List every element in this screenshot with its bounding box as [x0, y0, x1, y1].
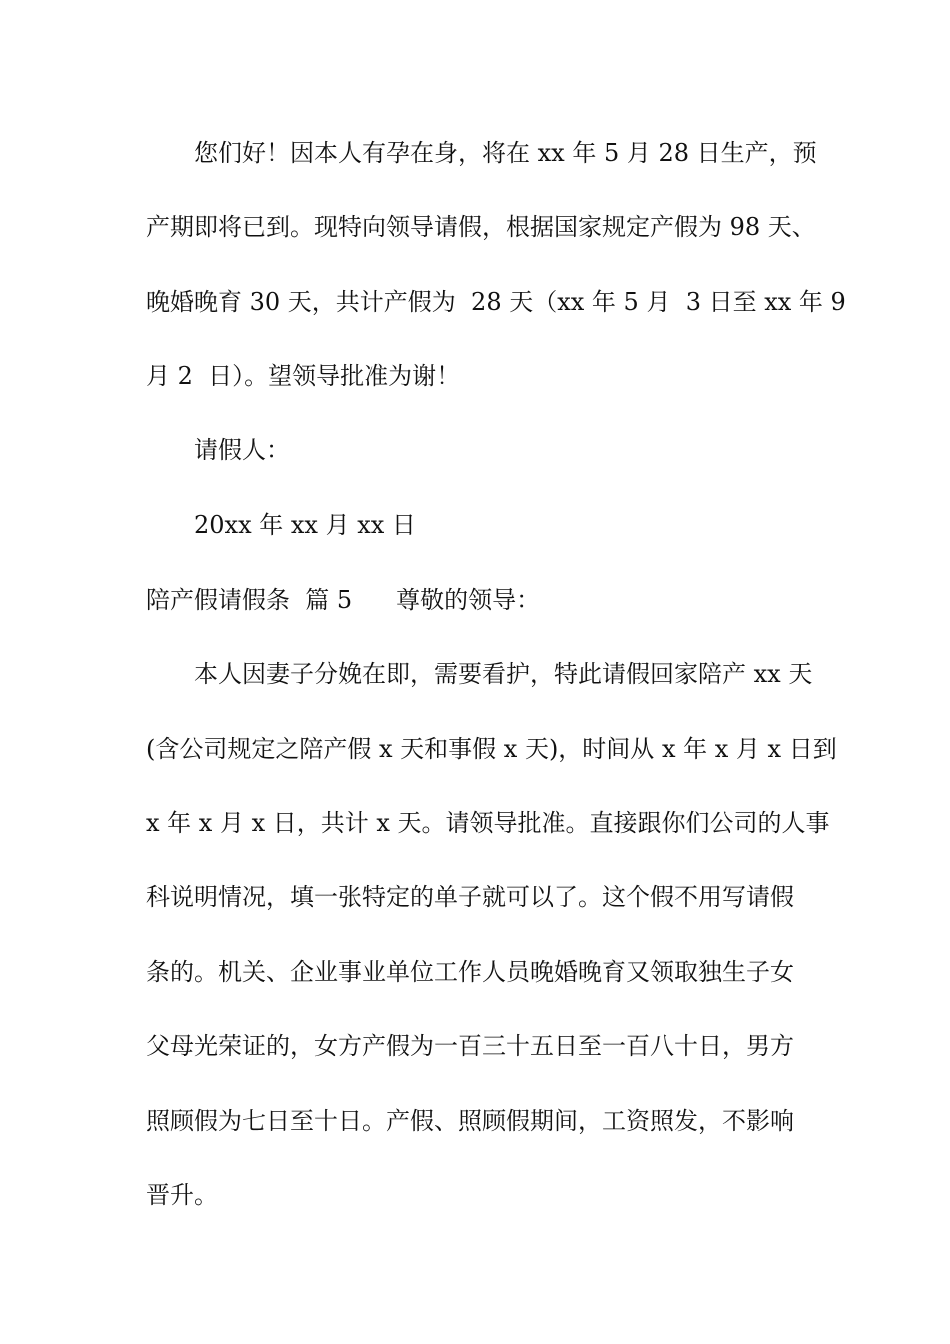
paragraph-line: 本人因妻子分娩在即，需要看护，特此请假回家陪产 xx 天: [194, 660, 813, 688]
paragraph-line: 科说明情况，填一张特定的单子就可以了。这个假不用写请假: [146, 883, 794, 911]
section-heading-line: [146, 583, 826, 617]
paragraph-line: 父母光荣证的，女方产假为一百三十五日至一百八十日，男方: [146, 1032, 794, 1060]
paragraph-line: 您们好！因本人有孕在身，将在 xx 年 5 月 28 日生产，预: [194, 139, 817, 167]
section-heading: 陪产假请假条 篇 5: [146, 586, 353, 614]
applicant-label: 请假人：: [194, 436, 290, 464]
paragraph-line: 晋升。: [146, 1181, 218, 1209]
paragraph-line: 照顾假为七日至十日。产假、照顾假期间，工资照发，不影响: [146, 1107, 794, 1135]
salutation: 尊敬的领导：: [396, 586, 541, 614]
paragraph-line: 晚婚晚育 30 天，共计产假为 28 天（xx 年 5 月 3 日至 xx 年 9: [146, 288, 846, 316]
signature-date: 20xx 年 xx 月 xx 日: [194, 511, 416, 539]
paragraph-line: 条的。机关、企业事业单位工作人员晚婚晚育又领取独生子女: [146, 958, 794, 986]
paragraph-line: (含公司规定之陪产假 x 天和事假 x 天)，时间从 x 年 x 月 x 日到: [146, 735, 837, 763]
paragraph-line: 月 2 日）。望领导批准为谢！: [146, 362, 461, 390]
paragraph-line: 产期即将已到。现特向领导请假，根据国家规定产假为 98 天、: [146, 213, 816, 241]
paragraph-line: x 年 x 月 x 日，共计 x 天。请领导批准。直接跟你们公司的人事: [146, 809, 830, 837]
